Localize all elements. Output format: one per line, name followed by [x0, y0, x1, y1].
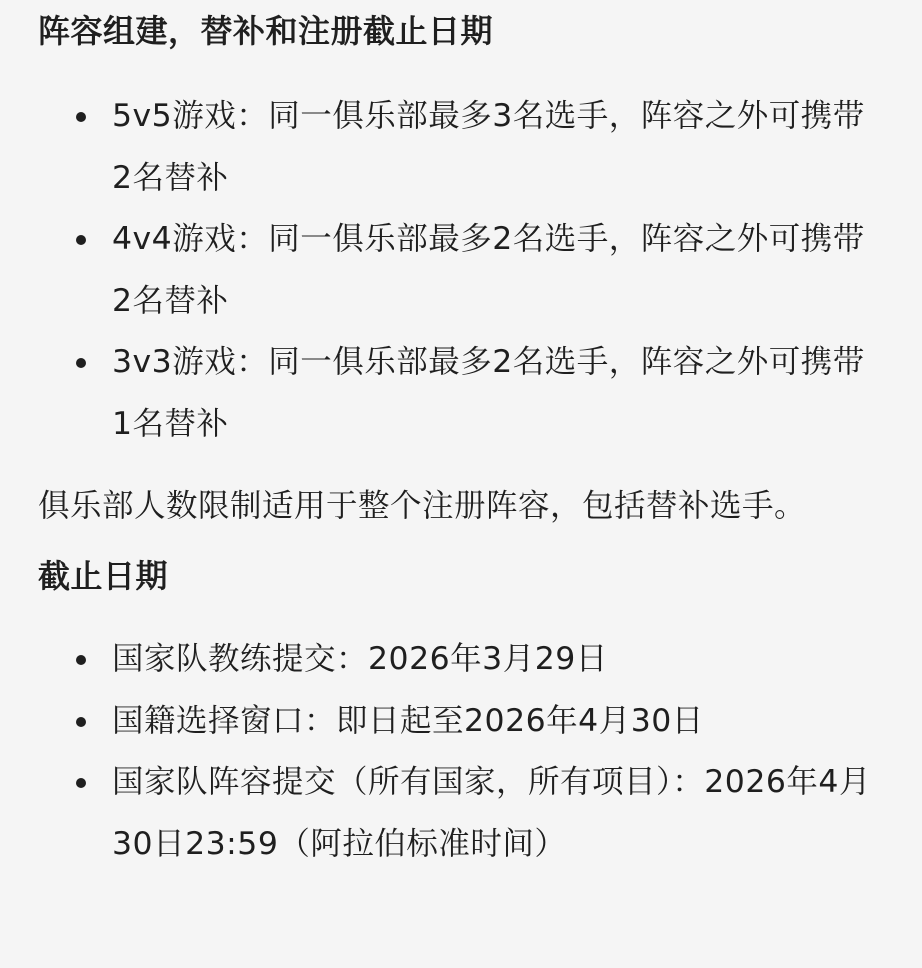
list-item-text: 5v5游戏：同一俱乐部最多3名选手，阵容之外可携带2名替补 [112, 98, 865, 196]
list-item [38, 209, 878, 332]
list-item [38, 691, 878, 753]
bullet-icon [76, 778, 86, 788]
bullet-icon [76, 358, 86, 368]
list-item-text: 国家队阵容提交（所有国家，所有项目）：2026年4月30日23:59（阿拉伯标准时间） [112, 764, 871, 862]
list-item [38, 752, 878, 875]
list-item-text: 国籍选择窗口：即日起至2026年4月30日 [112, 702, 704, 739]
roster-rules-list [38, 86, 878, 455]
bullet-icon [76, 235, 86, 245]
list-item-text: 3v3游戏：同一俱乐部最多2名选手，阵容之外可携带1名替补 [112, 344, 865, 442]
bullet-icon [76, 655, 86, 665]
deadlines-list [38, 629, 878, 875]
list-item [38, 332, 878, 455]
list-item-text: 国家队教练提交：2026年3月29日 [112, 641, 608, 677]
club-limit-note: 俱乐部人数限制适用于整个注册阵容，包括替补选手。 [38, 488, 807, 524]
list-item-text: 4v4游戏：同一俱乐部最多2名选手，阵容之外可携带2名替补 [112, 221, 865, 319]
roster-section-title: 阵容组建，替补和注册截止日期 [38, 12, 494, 50]
list-item [38, 629, 878, 691]
bullet-icon [76, 717, 86, 727]
list-item [38, 86, 878, 209]
deadlines-section-title: 截止日期 [38, 557, 169, 595]
bullet-icon [76, 112, 86, 122]
